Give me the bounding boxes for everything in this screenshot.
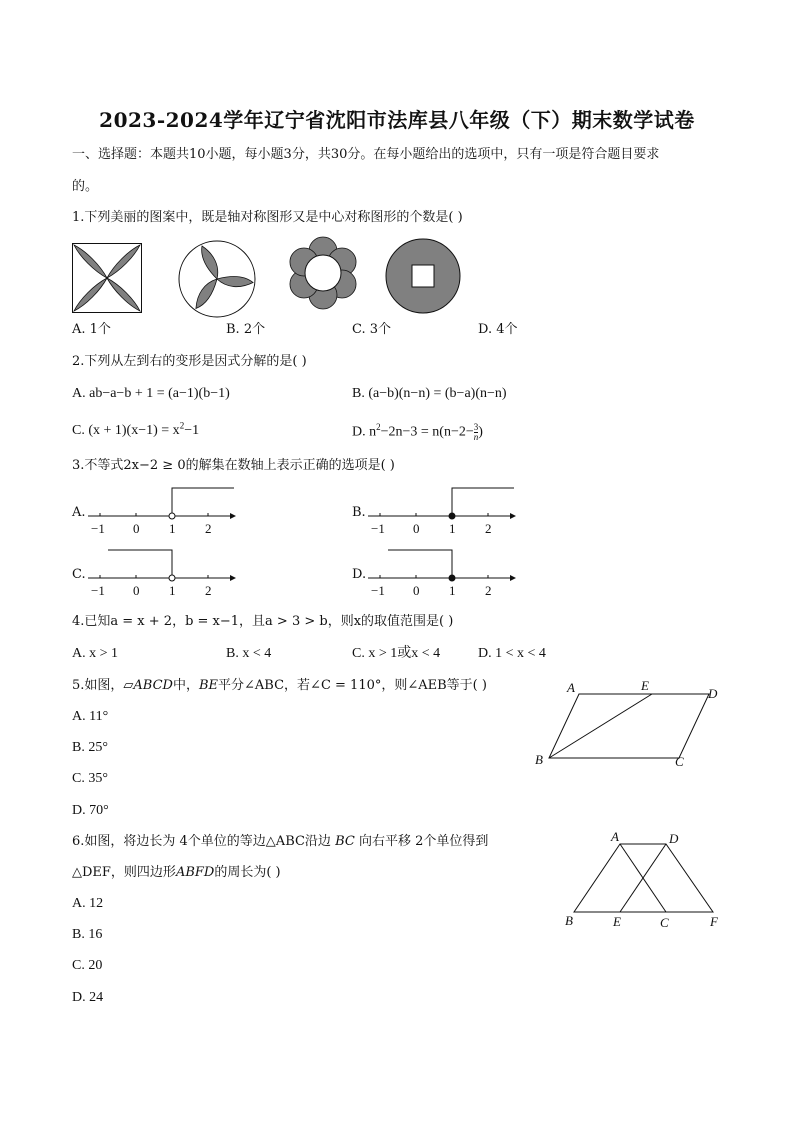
point-label-e: E	[613, 914, 621, 929]
q5-stem-text: 5.如图，▱	[72, 678, 134, 693]
point-label-b: B	[565, 913, 573, 928]
point-label-d: D	[708, 686, 718, 701]
q5-stem-text: 中，	[172, 678, 199, 693]
q1-figure-2-circle-blades	[178, 240, 256, 318]
q6-option-a[interactable]: A. 12	[72, 896, 104, 911]
q4-option-a[interactable]: A. x > 1	[72, 646, 119, 661]
q3-number-line-c	[88, 546, 238, 598]
q3-number-line-b	[368, 484, 518, 536]
q4-stem: 4.已知a = x + 2，b = x−1，且a > 3 > b，则x的取值范围是( )	[72, 614, 454, 629]
tick-label: 2	[205, 521, 212, 536]
q6-option-d[interactable]: D. 24	[72, 990, 104, 1005]
q1-figure-3-flower	[285, 235, 361, 311]
tick-label: −1	[371, 583, 385, 598]
point-label-d: D	[669, 831, 679, 846]
q3-number-line-d	[368, 546, 518, 598]
q6-option-b[interactable]: B. 16	[72, 927, 103, 942]
q2-option-a[interactable]: A. ab−a−b + 1 = (a−1)(b−1)	[72, 386, 230, 401]
tick-label: 2	[485, 521, 492, 536]
point-label-c: C	[660, 915, 669, 930]
point-label-c: C	[675, 754, 684, 769]
q5-stem	[72, 678, 487, 694]
tick-label: 0	[133, 583, 140, 598]
point-label-a: A	[567, 680, 575, 695]
q1-option-d[interactable]: D. 4个	[478, 322, 518, 337]
q1-option-b[interactable]: B. 2个	[226, 322, 266, 337]
q3-stem: 3.不等式2x−2 ≥ 0的解集在数轴上表示正确的选项是( )	[72, 458, 395, 473]
tick-label: 1	[449, 583, 456, 598]
q4-option-b[interactable]: B. x < 4	[226, 646, 272, 661]
q5-option-c[interactable]: C. 35°	[72, 771, 108, 786]
q3-option-a-label[interactable]: A.	[72, 505, 86, 520]
tick-label: 1	[449, 521, 456, 536]
point-label-b: B	[535, 752, 543, 767]
q6-stem-text: 6.如图，将边长为 4个单位的等边△ABC沿边	[72, 834, 336, 849]
q2-option-b[interactable]: B. (a−b)(n−n) = (b−a)(n−n)	[352, 386, 507, 401]
exam-title: 2023-2024学年辽宁省沈阳市法库县八年级（下）期末数学试卷	[99, 108, 695, 132]
tick-label: −1	[91, 521, 105, 536]
q1-figure-4-coin	[385, 238, 461, 314]
q1-option-c[interactable]: C. 3个	[352, 322, 392, 337]
tick-label: 0	[133, 521, 140, 536]
q6-option-c[interactable]: C. 20	[72, 958, 103, 973]
q6-stem-text: △DEF，则四边形	[72, 865, 176, 880]
q1-stem: 1.下列美丽的图案中，既是轴对称图形又是中心对称图形的个数是( )	[72, 210, 463, 225]
q5-option-d[interactable]: D. 70°	[72, 803, 109, 818]
q5-stem-be: BE	[198, 678, 219, 693]
q2-option-d-text: D. n	[352, 424, 377, 440]
q2-option-d-exponent: 2	[376, 422, 381, 433]
q5-stem-text: 平分∠ABC，若∠C = 110°，则∠AEB等于( )	[218, 678, 487, 693]
tick-label: 1	[169, 583, 176, 598]
q6-stem-text: 的周长为( )	[214, 865, 281, 880]
q6-stem-line1	[72, 834, 488, 850]
q2-option-d[interactable]	[352, 423, 483, 442]
point-label-e: E	[641, 678, 649, 693]
q6-stem-bc: BC	[335, 834, 355, 849]
tick-label: −1	[371, 521, 385, 536]
q5-parallelogram-figure	[530, 676, 730, 776]
tick-label: −1	[91, 583, 105, 598]
q3-option-b-label[interactable]: B.	[352, 505, 366, 520]
q3-number-line-a	[88, 484, 238, 536]
q2-option-d-tail: )	[478, 424, 483, 440]
q5-option-a[interactable]: A. 11°	[72, 709, 109, 724]
q3-option-d-label[interactable]: D.	[352, 567, 367, 582]
tick-label: 1	[169, 521, 176, 536]
q6-translated-triangles-figure	[558, 826, 738, 932]
q2-option-d-middle: −2n−3 = n(n−2−	[380, 424, 474, 440]
q4-option-c[interactable]: C. x > 1或x < 4	[352, 646, 441, 661]
q2-option-c[interactable]	[72, 420, 200, 439]
q2-stem: 2.下列从左到右的变形是因式分解的是( )	[72, 354, 307, 369]
q5-option-b[interactable]: B. 25°	[72, 740, 108, 755]
point-label-f: F	[710, 914, 718, 929]
q2-option-c-exponent: 2	[179, 420, 185, 431]
tick-label: 2	[205, 583, 212, 598]
flower-center	[305, 255, 341, 291]
tick-label: 0	[413, 583, 420, 598]
q5-stem-abcd: ABCD	[133, 678, 173, 693]
tick-label: 2	[485, 583, 492, 598]
q2-option-c-text: C. (x + 1)(x−1) = x	[72, 423, 180, 438]
fraction-numerator: 3	[473, 422, 479, 432]
section-heading-line1: 一、选择题：本题共10小题，每小题3分，共30分。在每小题给出的选项中，只有一项是符合题目要求	[72, 147, 660, 162]
q4-option-d[interactable]: D. 1 < x < 4	[478, 646, 546, 661]
q2-option-c-tail: −1	[184, 423, 200, 438]
q6-stem-text: 向右平移 2个单位得到	[354, 834, 489, 849]
tick-label: 0	[413, 521, 420, 536]
q3-option-c-label[interactable]: C.	[72, 567, 86, 582]
point-label-a: A	[611, 829, 619, 844]
q6-stem-line2	[72, 865, 281, 881]
fraction-denominator: n	[473, 432, 479, 442]
q1-option-a[interactable]: A. 1个	[72, 322, 111, 337]
section-heading-line2: 的。	[72, 179, 99, 194]
q1-figure-1-square-petals	[72, 243, 142, 313]
q6-stem-abfd: ABFD	[175, 865, 215, 880]
